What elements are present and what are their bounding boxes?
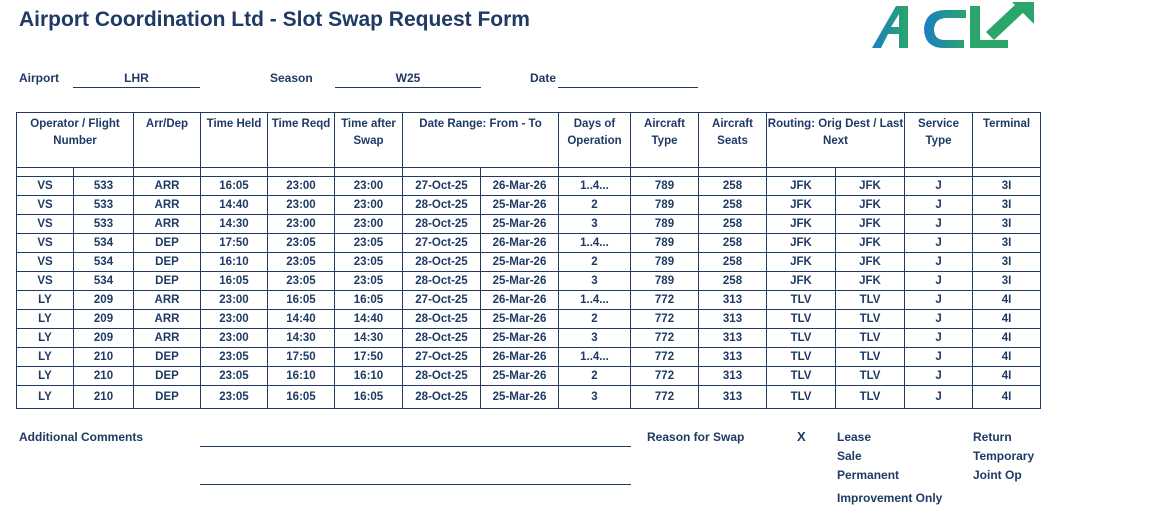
- cell-time-reqd: 16:05: [268, 291, 335, 310]
- form-title: Airport Coordination Ltd - Slot Swap Request Form: [19, 8, 530, 31]
- cell-time-after-swap: 16:10: [335, 367, 403, 386]
- table-row: [17, 196, 1041, 215]
- cell-arr-dep: ARR: [134, 329, 201, 348]
- cell-aircraft-type: 789: [631, 234, 699, 253]
- cell-time-after-swap: 23:00: [335, 196, 403, 215]
- cell-arr-dep: ARR: [134, 196, 201, 215]
- cell-service-type: J: [905, 291, 973, 310]
- cell-time-held: 14:40: [201, 196, 268, 215]
- cell-terminal: 4I: [973, 348, 1041, 367]
- table-row: [17, 329, 1041, 348]
- cell-date-from: 28-Oct-25: [403, 386, 481, 409]
- cell-routing-dest: JFK: [836, 177, 905, 196]
- cell-days-of-operation: 2: [559, 253, 631, 272]
- cell-routing-orig: JFK: [767, 272, 836, 291]
- cell-days-of-operation: 1..4...: [559, 348, 631, 367]
- cell-flight-number: 209: [74, 291, 134, 310]
- table-row: [17, 367, 1041, 386]
- date-label: Date: [530, 71, 557, 85]
- cell-flight-number: 533: [74, 196, 134, 215]
- reason-for-swap-label: Reason for Swap: [647, 430, 745, 444]
- cell-date-to: 25-Mar-26: [481, 310, 559, 329]
- cell-terminal: 3I: [973, 196, 1041, 215]
- table-row: [17, 272, 1041, 291]
- cell-operator: LY: [17, 310, 74, 329]
- cell-date-from: 28-Oct-25: [403, 329, 481, 348]
- col-operator-flight: Operator / Flight Number: [17, 113, 134, 168]
- col-date-range: Date Range: From - To: [403, 113, 559, 168]
- cell-time-held: 23:00: [201, 310, 268, 329]
- airport-label: Airport: [19, 71, 59, 85]
- cell-time-held: 14:30: [201, 215, 268, 234]
- reason-joint-op[interactable]: Joint Op: [973, 468, 1022, 482]
- cell-time-after-swap: 16:05: [335, 291, 403, 310]
- cell-routing-orig: TLV: [767, 386, 836, 409]
- cell-service-type: J: [905, 253, 973, 272]
- cell-routing-orig: TLV: [767, 310, 836, 329]
- cell-arr-dep: DEP: [134, 367, 201, 386]
- table-row: [17, 310, 1041, 329]
- cell-time-after-swap: 23:00: [335, 215, 403, 234]
- cell-routing-dest: JFK: [836, 234, 905, 253]
- cell-terminal: 3I: [973, 234, 1041, 253]
- slot-swap-table: [16, 112, 1041, 409]
- cell-time-after-swap: 23:05: [335, 253, 403, 272]
- cell-days-of-operation: 3: [559, 329, 631, 348]
- cell-time-after-swap: 14:30: [335, 329, 403, 348]
- cell-terminal: 4I: [973, 329, 1041, 348]
- cell-service-type: J: [905, 310, 973, 329]
- cell-operator: LY: [17, 348, 74, 367]
- cell-arr-dep: DEP: [134, 386, 201, 409]
- cell-date-to: 25-Mar-26: [481, 329, 559, 348]
- cell-flight-number: 209: [74, 310, 134, 329]
- cell-time-reqd: 23:05: [268, 272, 335, 291]
- reason-permanent[interactable]: Permanent: [837, 468, 900, 482]
- col-aircraft-seats: Aircraft Seats: [699, 113, 767, 168]
- season-field[interactable]: W25: [335, 71, 481, 88]
- cell-date-from: 28-Oct-25: [403, 272, 481, 291]
- cell-aircraft-seats: 313: [699, 329, 767, 348]
- cell-days-of-operation: 2: [559, 196, 631, 215]
- cell-routing-orig: TLV: [767, 329, 836, 348]
- cell-operator: VS: [17, 196, 74, 215]
- reason-temporary[interactable]: Temporary: [973, 449, 1035, 463]
- date-field[interactable]: [558, 71, 698, 88]
- cell-routing-dest: TLV: [836, 310, 905, 329]
- cell-days-of-operation: 3: [559, 272, 631, 291]
- cell-time-reqd: 23:05: [268, 253, 335, 272]
- cell-service-type: J: [905, 234, 973, 253]
- cell-routing-dest: TLV: [836, 386, 905, 409]
- cell-routing-dest: JFK: [836, 215, 905, 234]
- cell-aircraft-type: 789: [631, 177, 699, 196]
- cell-operator: LY: [17, 367, 74, 386]
- cell-arr-dep: ARR: [134, 291, 201, 310]
- col-time-after-swap: Time after Swap: [335, 113, 403, 168]
- cell-aircraft-seats: 313: [699, 348, 767, 367]
- cell-terminal: 4I: [973, 291, 1041, 310]
- cell-date-from: 27-Oct-25: [403, 348, 481, 367]
- cell-service-type: J: [905, 215, 973, 234]
- cell-flight-number: 533: [74, 215, 134, 234]
- cell-operator: VS: [17, 253, 74, 272]
- cell-time-reqd: 14:40: [268, 310, 335, 329]
- cell-time-after-swap: 17:50: [335, 348, 403, 367]
- cell-routing-dest: JFK: [836, 196, 905, 215]
- cell-routing-orig: TLV: [767, 348, 836, 367]
- cell-arr-dep: ARR: [134, 215, 201, 234]
- cell-date-from: 27-Oct-25: [403, 234, 481, 253]
- cell-time-reqd: 16:05: [268, 386, 335, 409]
- cell-days-of-operation: 3: [559, 215, 631, 234]
- cell-date-from: 27-Oct-25: [403, 291, 481, 310]
- cell-routing-dest: JFK: [836, 272, 905, 291]
- cell-routing-orig: JFK: [767, 215, 836, 234]
- cell-arr-dep: DEP: [134, 272, 201, 291]
- cell-aircraft-seats: 313: [699, 310, 767, 329]
- cell-service-type: J: [905, 386, 973, 409]
- header-spacer-row: [17, 168, 1041, 177]
- cell-time-reqd: 17:50: [268, 348, 335, 367]
- cell-time-held: 17:50: [201, 234, 268, 253]
- cell-date-to: 26-Mar-26: [481, 291, 559, 310]
- cell-routing-orig: JFK: [767, 234, 836, 253]
- col-service-type: Service Type: [905, 113, 973, 168]
- cell-days-of-operation: 1..4...: [559, 291, 631, 310]
- cell-time-held: 23:00: [201, 329, 268, 348]
- cell-terminal: 4I: [973, 367, 1041, 386]
- cell-routing-orig: JFK: [767, 253, 836, 272]
- cell-routing-dest: TLV: [836, 291, 905, 310]
- cell-date-from: 28-Oct-25: [403, 196, 481, 215]
- cell-aircraft-type: 772: [631, 386, 699, 409]
- airport-field[interactable]: LHR: [73, 71, 200, 88]
- cell-date-to: 25-Mar-26: [481, 386, 559, 409]
- cell-time-after-swap: 23:05: [335, 272, 403, 291]
- cell-routing-orig: TLV: [767, 291, 836, 310]
- reason-return[interactable]: Return: [973, 430, 1012, 444]
- cell-aircraft-type: 772: [631, 367, 699, 386]
- cell-aircraft-type: 772: [631, 310, 699, 329]
- table-row: [17, 348, 1041, 367]
- cell-time-held: 23:05: [201, 367, 268, 386]
- cell-operator: VS: [17, 272, 74, 291]
- cell-service-type: J: [905, 348, 973, 367]
- cell-aircraft-type: 772: [631, 291, 699, 310]
- cell-time-after-swap: 23:00: [335, 177, 403, 196]
- cell-date-to: 25-Mar-26: [481, 272, 559, 291]
- selected-reason-mark[interactable]: X: [797, 429, 806, 444]
- cell-aircraft-type: 789: [631, 196, 699, 215]
- cell-service-type: J: [905, 196, 973, 215]
- cell-date-to: 26-Mar-26: [481, 234, 559, 253]
- cell-service-type: J: [905, 367, 973, 386]
- cell-operator: VS: [17, 234, 74, 253]
- cell-date-from: 28-Oct-25: [403, 367, 481, 386]
- cell-days-of-operation: 3: [559, 386, 631, 409]
- cell-aircraft-seats: 313: [699, 291, 767, 310]
- cell-aircraft-seats: 258: [699, 253, 767, 272]
- cell-time-reqd: 23:00: [268, 177, 335, 196]
- cell-aircraft-type: 789: [631, 215, 699, 234]
- cell-flight-number: 210: [74, 386, 134, 409]
- col-arr-dep: Arr/Dep: [134, 113, 201, 168]
- cell-flight-number: 534: [74, 234, 134, 253]
- cell-time-reqd: 16:10: [268, 367, 335, 386]
- cell-days-of-operation: 1..4...: [559, 177, 631, 196]
- cell-time-reqd: 14:30: [268, 329, 335, 348]
- cell-terminal: 4I: [973, 310, 1041, 329]
- additional-comments-label: Additional Comments: [19, 430, 144, 444]
- cell-arr-dep: DEP: [134, 348, 201, 367]
- cell-aircraft-type: 772: [631, 348, 699, 367]
- cell-time-reqd: 23:05: [268, 234, 335, 253]
- col-routing: Routing: Orig Dest / Last Next: [767, 113, 905, 168]
- cell-operator: VS: [17, 177, 74, 196]
- cell-terminal: 3I: [973, 177, 1041, 196]
- table-row: [17, 291, 1041, 310]
- cell-date-from: 27-Oct-25: [403, 177, 481, 196]
- reason-sale[interactable]: Sale: [837, 449, 862, 463]
- cell-date-to: 25-Mar-26: [481, 215, 559, 234]
- cell-date-to: 25-Mar-26: [481, 253, 559, 272]
- cell-routing-dest: JFK: [836, 253, 905, 272]
- cell-terminal: 3I: [973, 272, 1041, 291]
- cell-time-after-swap: 14:40: [335, 310, 403, 329]
- cell-time-after-swap: 23:05: [335, 234, 403, 253]
- cell-terminal: 4I: [973, 386, 1041, 409]
- cell-date-to: 26-Mar-26: [481, 177, 559, 196]
- cell-flight-number: 533: [74, 177, 134, 196]
- cell-flight-number: 534: [74, 253, 134, 272]
- cell-operator: LY: [17, 291, 74, 310]
- cell-arr-dep: ARR: [134, 177, 201, 196]
- cell-aircraft-seats: 258: [699, 196, 767, 215]
- cell-aircraft-type: 789: [631, 253, 699, 272]
- table-row: [17, 215, 1041, 234]
- cell-date-from: 28-Oct-25: [403, 310, 481, 329]
- col-aircraft-type: Aircraft Type: [631, 113, 699, 168]
- cell-days-of-operation: 1..4...: [559, 234, 631, 253]
- cell-flight-number: 534: [74, 272, 134, 291]
- cell-arr-dep: DEP: [134, 253, 201, 272]
- cell-aircraft-seats: 258: [699, 215, 767, 234]
- cell-aircraft-seats: 313: [699, 386, 767, 409]
- cell-time-reqd: 23:00: [268, 196, 335, 215]
- cell-routing-orig: JFK: [767, 196, 836, 215]
- cell-time-held: 16:05: [201, 177, 268, 196]
- cell-aircraft-seats: 258: [699, 177, 767, 196]
- cell-date-to: 25-Mar-26: [481, 367, 559, 386]
- col-time-held: Time Held: [201, 113, 268, 168]
- cell-aircraft-seats: 258: [699, 272, 767, 291]
- cell-routing-orig: JFK: [767, 177, 836, 196]
- cell-aircraft-seats: 258: [699, 234, 767, 253]
- table-row: [17, 253, 1041, 272]
- cell-time-reqd: 23:00: [268, 215, 335, 234]
- cell-time-held: 16:10: [201, 253, 268, 272]
- table-row: [17, 234, 1041, 253]
- comments-line-2[interactable]: [200, 468, 631, 485]
- cell-routing-dest: TLV: [836, 329, 905, 348]
- cell-flight-number: 210: [74, 348, 134, 367]
- cell-service-type: J: [905, 329, 973, 348]
- cell-time-after-swap: 16:05: [335, 386, 403, 409]
- cell-date-to: 25-Mar-26: [481, 196, 559, 215]
- cell-time-held: 23:00: [201, 291, 268, 310]
- cell-operator: LY: [17, 386, 74, 409]
- col-days-of-operation: Days of Operation: [559, 113, 631, 168]
- cell-routing-dest: TLV: [836, 348, 905, 367]
- cell-aircraft-type: 772: [631, 329, 699, 348]
- cell-days-of-operation: 2: [559, 310, 631, 329]
- acl-logo: [868, 0, 1038, 68]
- table-row: [17, 177, 1041, 196]
- cell-time-held: 23:05: [201, 348, 268, 367]
- reason-improvement-only[interactable]: Improvement Only: [837, 491, 943, 505]
- col-time-reqd: Time Reqd: [268, 113, 335, 168]
- cell-flight-number: 209: [74, 329, 134, 348]
- cell-terminal: 3I: [973, 215, 1041, 234]
- cell-routing-dest: TLV: [836, 367, 905, 386]
- cell-time-held: 16:05: [201, 272, 268, 291]
- cell-aircraft-seats: 313: [699, 367, 767, 386]
- table-row: [17, 386, 1041, 409]
- cell-operator: VS: [17, 215, 74, 234]
- reason-lease[interactable]: Lease: [837, 430, 872, 444]
- cell-time-held: 23:05: [201, 386, 268, 409]
- cell-arr-dep: ARR: [134, 310, 201, 329]
- cell-service-type: J: [905, 272, 973, 291]
- cell-days-of-operation: 2: [559, 367, 631, 386]
- cell-aircraft-type: 789: [631, 272, 699, 291]
- comments-line-1[interactable]: [200, 430, 631, 447]
- cell-terminal: 3I: [973, 253, 1041, 272]
- cell-date-from: 28-Oct-25: [403, 215, 481, 234]
- cell-date-from: 28-Oct-25: [403, 253, 481, 272]
- cell-operator: LY: [17, 329, 74, 348]
- cell-arr-dep: DEP: [134, 234, 201, 253]
- cell-flight-number: 210: [74, 367, 134, 386]
- cell-routing-orig: TLV: [767, 367, 836, 386]
- cell-service-type: J: [905, 177, 973, 196]
- season-label: Season: [270, 71, 313, 85]
- col-terminal: Terminal: [973, 113, 1041, 168]
- cell-date-to: 26-Mar-26: [481, 348, 559, 367]
